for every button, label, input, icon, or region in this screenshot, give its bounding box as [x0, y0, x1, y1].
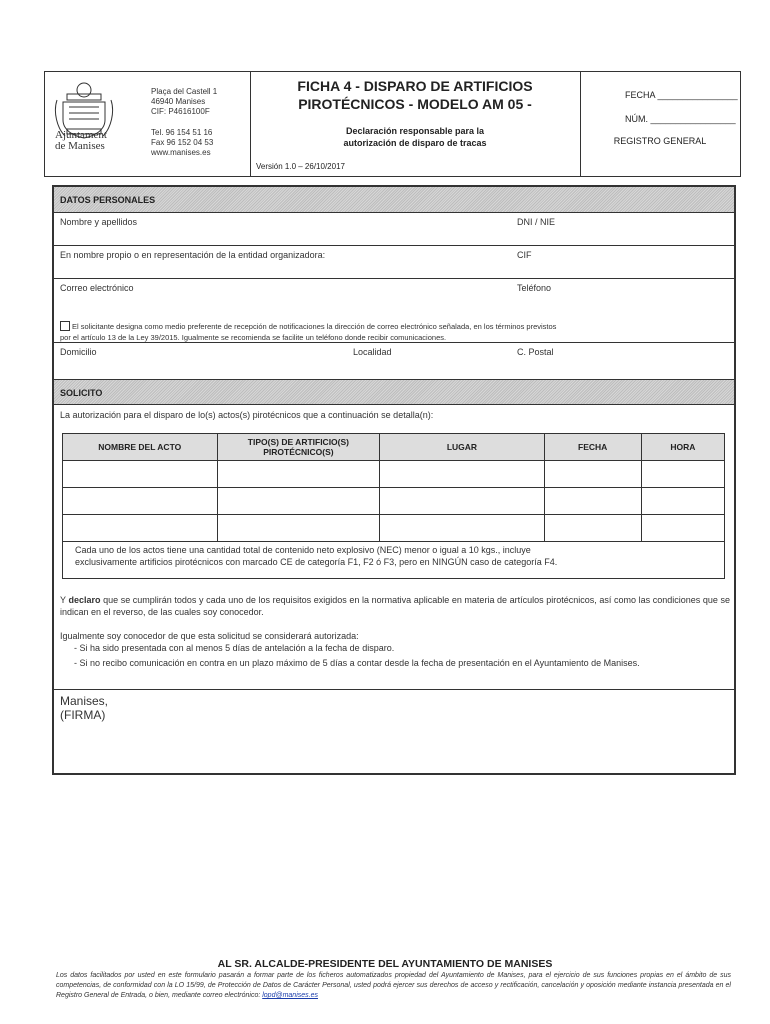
- telefono-label: Teléfono: [517, 283, 552, 293]
- signature-block[interactable]: [60, 694, 108, 722]
- table-cell[interactable]: [380, 461, 544, 488]
- version-label: Versión 1.0 – 26/10/2017: [256, 162, 345, 171]
- col-nombre-acto: NOMBRE DEL ACTO: [63, 434, 218, 461]
- section-heading-solicito: SOLICITO: [54, 379, 734, 405]
- representacion-label: En nombre propio o en representación de la entidad organizadora:: [60, 250, 326, 260]
- solicito-intro: La autorización para el disparo de lo(s) actos(s) pirotécnicos que a continuación se detalla(n):: [60, 410, 434, 420]
- header-logo-cell: [45, 72, 251, 176]
- firma-label: (FIRMA): [60, 708, 106, 722]
- phone-line: Tel. 96 154 51 16: [151, 128, 213, 137]
- col-hora: HORA: [641, 434, 724, 461]
- header-registry-cell: [580, 72, 740, 176]
- subtitle-line1: Declaración responsable para la: [345, 126, 485, 136]
- acts-table-header: [63, 434, 725, 461]
- correo-label: Correo electrónico: [60, 283, 134, 293]
- table-cell[interactable]: [63, 461, 218, 488]
- table-cell[interactable]: [641, 488, 724, 515]
- address-block: [151, 87, 217, 117]
- condition-bullet-2: - Si no recibo comunicación en contra en un plazo máximo de 5 días a contar desde la fecha de presentación en el Ayuntamiento de Manises.: [74, 658, 640, 668]
- coat-of-arms-logo: [53, 80, 115, 172]
- localidad-label: Localidad: [353, 347, 392, 357]
- manises-label: Manises,: [60, 694, 109, 708]
- page-subtitle: [250, 125, 580, 149]
- declaro-bold: declaro: [68, 595, 101, 605]
- logo-text: [55, 130, 107, 152]
- table-cell[interactable]: [544, 515, 641, 542]
- num-field[interactable]: NÚM. _________________: [625, 114, 736, 124]
- checkbox-text-line2: por el artículo 13 de la Ley 39/2015. Igualmente se recomienda se facilite un teléfono donde recibir comunicaciones.: [60, 333, 447, 342]
- table-cell[interactable]: [217, 515, 380, 542]
- fax-line: Fax 96 152 04 53: [151, 138, 214, 147]
- note-line1: Cada uno de los actos tiene una cantidad total de contenido neto explosivo (NEC) menor o igual a 10 kgs., incluye: [75, 545, 531, 555]
- representacion-row[interactable]: [54, 246, 734, 279]
- table-cell[interactable]: [380, 488, 544, 515]
- notification-checkbox[interactable]: [60, 321, 70, 331]
- nec-note: [62, 539, 725, 579]
- cif-label: CIF: [517, 250, 532, 260]
- col-lugar: LUGAR: [380, 434, 544, 461]
- nombre-row[interactable]: [54, 213, 734, 246]
- logo-text-line1: Ajuntament: [55, 129, 107, 141]
- declaro-prefix: Y: [60, 595, 69, 605]
- website-line: www.manises.es: [151, 148, 211, 157]
- subtitle-line2: autorización de disparo de tracas: [343, 138, 487, 148]
- address-line: Plaça del Castell 1: [151, 87, 218, 96]
- privacy-text: Los datos facilitados por usted en este formulario pasarán a formar parte de los ficheros automatizados propiedad del Ayuntamiento de Manises, para el ejercicio de sus funciones propias en el ámbito de sus competencias, de conformidad con la LO 15/99, de Protección de Datos de Carácter Personal, usted podrá ejercer sus derechos de acceso y rectificación, cancelación y oposición mediante instancia presentada en el Registro General de Entrada, o bien, mediante correo electrónico:: [56, 972, 731, 999]
- contact-block: [151, 128, 213, 158]
- privacy-email-link[interactable]: lopd@manises.es: [262, 992, 318, 999]
- table-cell[interactable]: [544, 461, 641, 488]
- address-line: 46940 Manises: [151, 97, 206, 106]
- correo-row[interactable]: [54, 279, 734, 343]
- table-cell[interactable]: [641, 515, 724, 542]
- table-cell[interactable]: [544, 488, 641, 515]
- table-row: [63, 461, 725, 488]
- table-cell[interactable]: [63, 515, 218, 542]
- col-tipo-artificio: TIPO(S) DE ARTIFICIO(S) PIROTÉCNICO(S): [217, 434, 380, 461]
- table-cell[interactable]: [380, 515, 544, 542]
- signature-divider: [54, 689, 734, 690]
- domicilio-label: Domicilio: [60, 347, 97, 357]
- table-cell[interactable]: [63, 488, 218, 515]
- table-cell[interactable]: [217, 488, 380, 515]
- logo-text-line2: de Manises: [55, 140, 105, 152]
- igualmente-paragraph: Igualmente soy conocedor de que esta solicitud se considerará autorizada:: [60, 631, 359, 641]
- declaro-rest: que se cumplirán todos y cada uno de los requisitos exigidos en la normativa aplicable en materia de artículos pirotécnicos, así como las condiciones que se indican en el reverso, de las cuales soy conocedor.: [60, 595, 730, 617]
- table-cell[interactable]: [641, 461, 724, 488]
- declaro-paragraph: [60, 594, 730, 618]
- table-row: [63, 488, 725, 515]
- form-header: [44, 71, 741, 177]
- title-line2: PIROTÉCNICOS - MODELO AM 05 -: [298, 96, 532, 112]
- cif-line: CIF: P4616100F: [151, 107, 210, 116]
- footer-title: AL SR. ALCALDE-PRESIDENTE DEL AYUNTAMIENTO DE MANISES: [217, 958, 553, 970]
- fecha-field[interactable]: FECHA ________________: [625, 90, 738, 100]
- note-line2: exclusivamente artificios pirotécnicos con marcado CE de categoría F1, F2 ó F3, pero en NINGÚN caso de categoría F4.: [75, 557, 558, 567]
- checkbox-text-line1: El solicitante designa como medio preferente de recepción de notificaciones la dirección de correo electrónico señalada, en los términos previstos: [72, 322, 557, 331]
- page-title: [250, 77, 580, 113]
- dni-label: DNI / NIE: [517, 217, 556, 227]
- table-row: [63, 515, 725, 542]
- condition-bullet-1: - Si ha sido presentada con al menos 5 días de antelación a la fecha de disparo.: [74, 643, 395, 653]
- postal-label: C. Postal: [517, 347, 554, 357]
- nombre-label: Nombre y apellidos: [60, 217, 138, 227]
- domicilio-row[interactable]: [54, 343, 734, 379]
- table-cell[interactable]: [217, 461, 380, 488]
- footer-privacy-text: [56, 971, 731, 1001]
- title-line1: FICHA 4 - DISPARO DE ARTIFICIOS: [297, 78, 533, 94]
- section-heading-datos: DATOS PERSONALES: [54, 187, 734, 213]
- header-title-cell: [250, 72, 581, 176]
- form-body: [52, 185, 736, 775]
- col-fecha: FECHA: [544, 434, 641, 461]
- acts-table: [62, 433, 725, 542]
- registro-label: REGISTRO GENERAL: [613, 136, 707, 146]
